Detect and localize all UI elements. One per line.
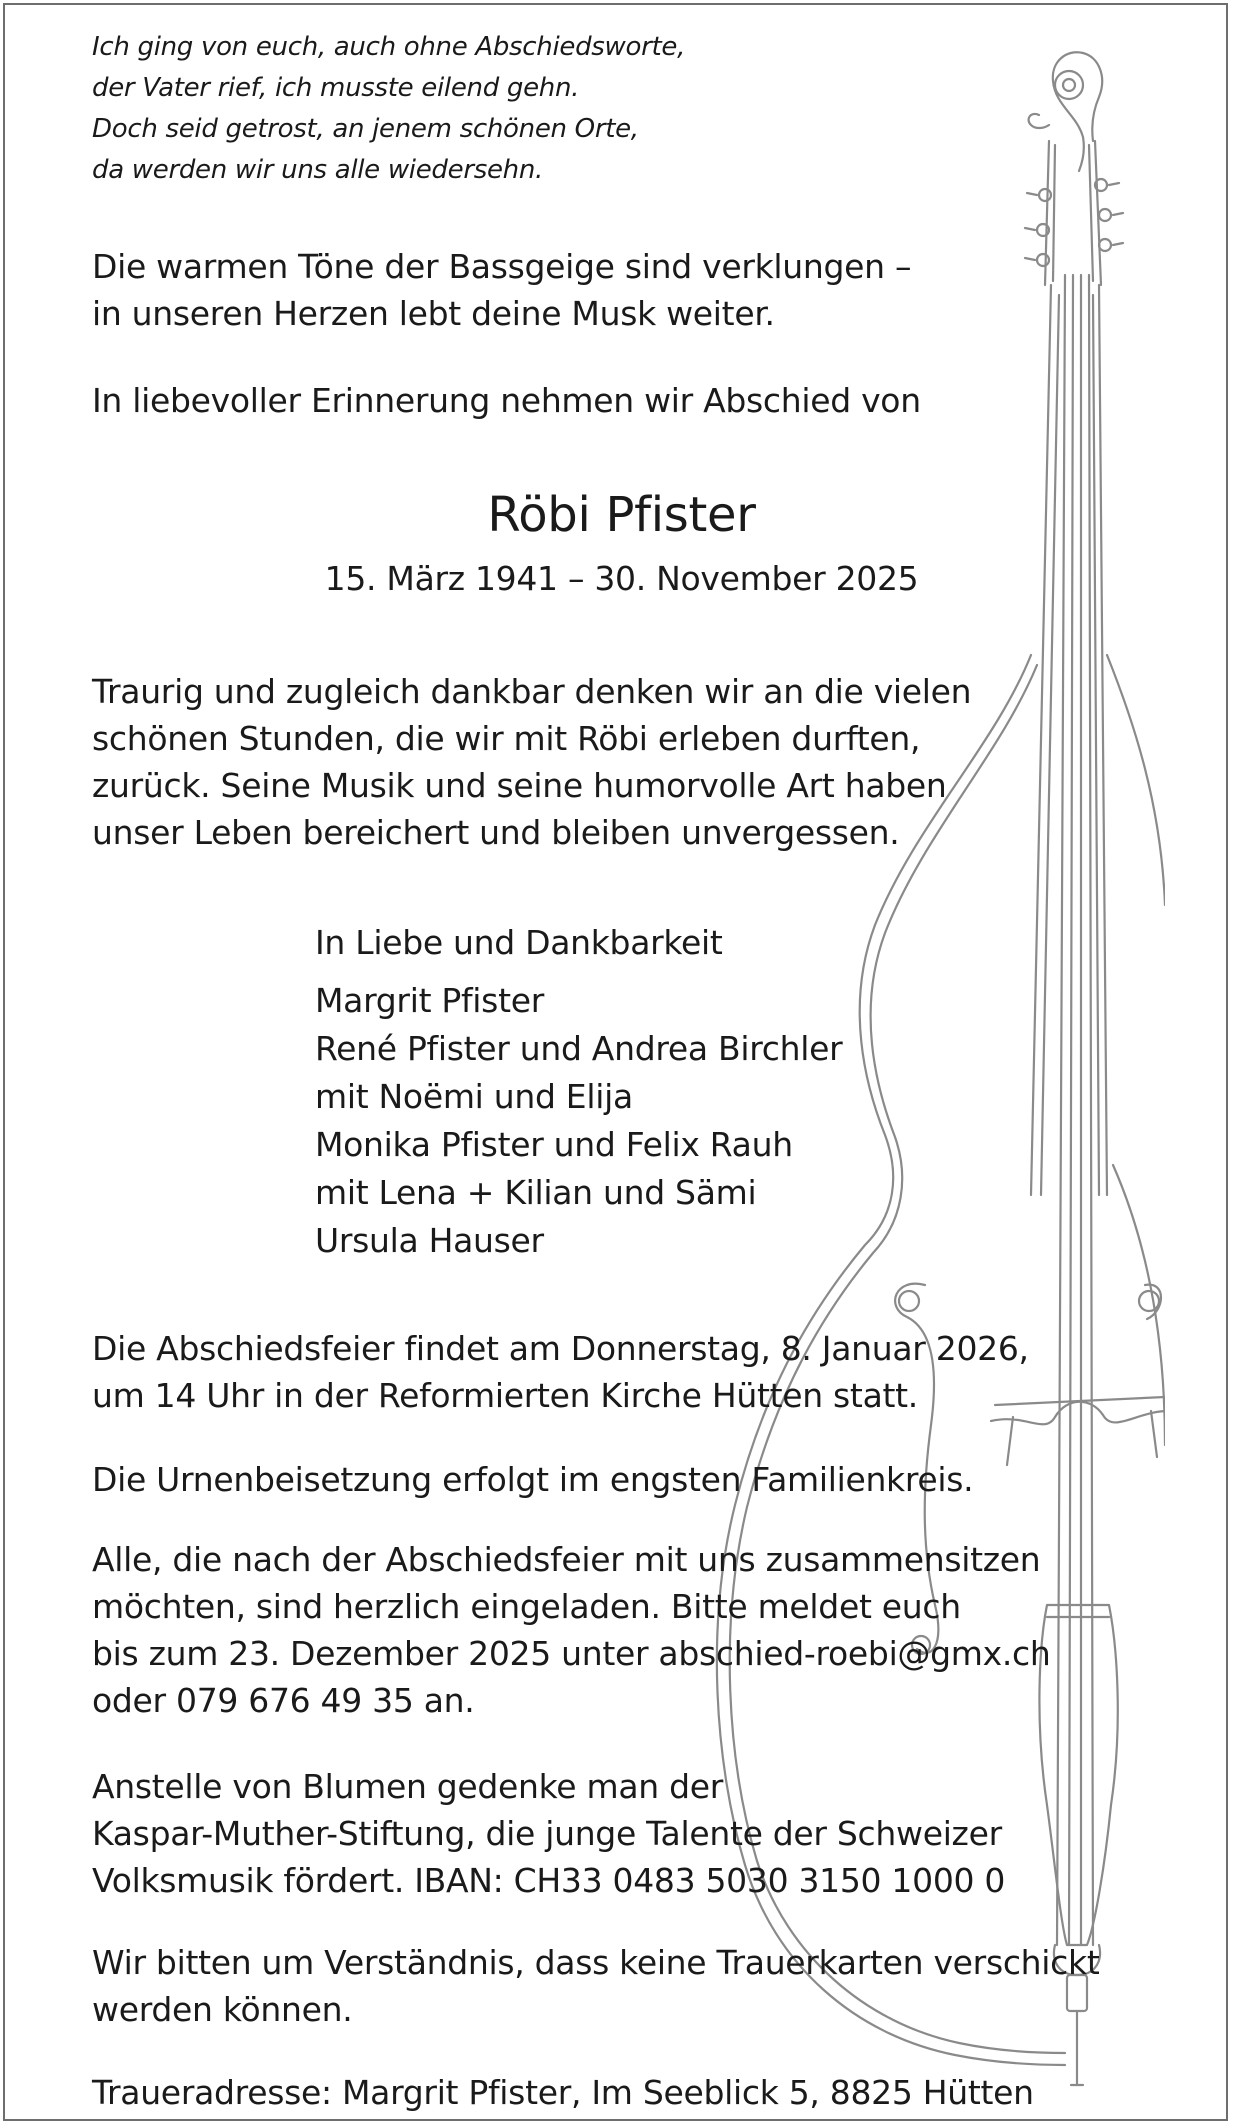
tribute-line: unser Leben bereichert und bleiben unvergessen. [92,813,900,852]
deceased-name: Röbi Pfister [487,487,756,543]
gathering-line: bis zum 23. Dezember 2025 unter abschied-roebi@gmx.ch [92,1634,1051,1673]
intro-paragraph [92,243,911,337]
mourner-name: mit Lena + Kilian und Sämi [315,1173,757,1212]
poem [92,27,685,191]
gathering-line: möchten, sind herzlich eingeladen. Bitte meldet euch [92,1587,961,1626]
mourning-address: Traueradresse: Margrit Pfister, Im Seeblick 5, 8825 Hütten [92,2073,1034,2112]
no-cards-line: werden können. [92,1990,353,2029]
gathering-line: Alle, die nach der Abschiedsfeier mit uns zusammensitzen [92,1540,1041,1579]
mourners-list [315,977,842,1265]
life-dates: 15. März 1941 – 30. November 2025 [324,559,919,598]
ceremony-line: um 14 Uhr in der Reformierten Kirche Hütten statt. [92,1376,918,1415]
poem-line: Doch seid getrost, an jenem schönen Orte, [92,114,639,144]
mourner-name: René Pfister und Andrea Birchler [315,1029,843,1068]
poem-line: Ich ging von euch, auch ohne Abschiedsworte, [92,32,686,62]
mourner-name: Monika Pfister und Felix Rauh [315,1125,793,1164]
donation-line: Anstelle von Blumen gedenke man der [92,1767,723,1806]
tribute-paragraph [92,668,971,856]
burial-paragraph: Die Urnenbeisetzung erfolgt im engsten Familienkreis. [92,1460,974,1499]
farewell-line: In liebevoller Erinnerung nehmen wir Abschied von [92,381,921,420]
mourner-name: Margrit Pfister [315,981,544,1020]
poem-line: der Vater rief, ich musste eilend gehn. [92,73,580,103]
mourner-name: Ursula Hauser [315,1221,544,1260]
signature-heading: In Liebe und Dankbarkeit [315,923,723,962]
ceremony-paragraph [92,1325,1029,1419]
donation-line: Kaspar-Muther-Stiftung, die junge Talente der Schweizer [92,1814,1002,1853]
mourner-name: mit Noëmi und Elija [315,1077,633,1116]
tribute-line: zurück. Seine Musik und seine humorvolle Art haben [92,766,947,805]
no-cards-line: Wir bitten um Verständnis, dass keine Trauerkarten verschickt [92,1943,1100,1982]
intro-line: in unseren Herzen lebt deine Musk weiter. [92,294,775,333]
gathering-line: oder 079 676 49 35 an. [92,1681,475,1720]
donation-paragraph [92,1763,1005,1904]
tribute-line: Traurig und zugleich dankbar denken wir an die vielen [92,672,972,711]
no-cards-paragraph [92,1939,1099,2033]
poem-line: da werden wir uns alle wiedersehn. [92,155,543,185]
ceremony-line: Die Abschiedsfeier findet am Donnerstag, 8. Januar 2026, [92,1329,1029,1368]
gathering-paragraph [92,1536,1051,1724]
intro-line: Die warmen Töne der Bassgeige sind verklungen – [92,247,912,286]
obituary-notice [3,3,1228,2121]
donation-line: Volksmusik fördert. IBAN: CH33 0483 5030 3150 1000 0 [92,1861,1006,1900]
tribute-line: schönen Stunden, die wir mit Röbi erleben durften, [92,719,921,758]
